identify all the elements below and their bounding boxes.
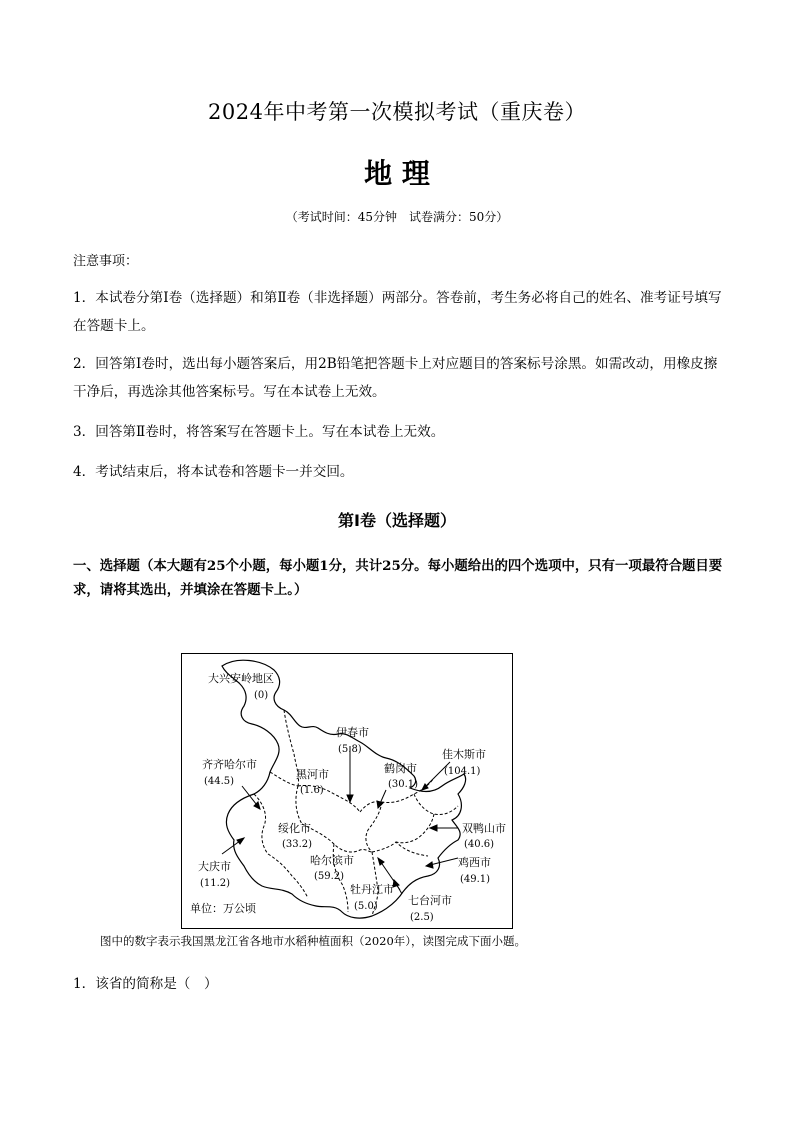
region-value: (0) <box>254 690 269 701</box>
region-value: (30.1) <box>388 779 419 790</box>
region-label: 黑河市 <box>296 768 329 781</box>
region-label: 鹤岗市 <box>384 762 417 775</box>
map-svg <box>182 654 512 928</box>
notice-item-3: 3．回答第Ⅱ卷时，将答案写在答题卡上。写在本试卷上无效。 <box>73 424 445 440</box>
unit-label: 单位：万公顷 <box>190 902 256 915</box>
region-value: (2.5) <box>410 912 434 923</box>
section-title: 第Ⅰ卷（选择题） <box>338 511 456 530</box>
heilongjiang-rice-map <box>181 653 513 929</box>
region-label: 双鸭山市 <box>462 822 506 835</box>
region-value: (49.1) <box>460 874 491 885</box>
region-label: 绥化市 <box>278 822 311 835</box>
region-value: (1.6) <box>300 785 324 796</box>
question-1: 1．该省的简称是（ ） <box>73 976 218 992</box>
region-value: (44.5) <box>204 776 235 787</box>
notice-item-4: 4．考试结束后，将本试卷和答题卡一并交回。 <box>73 464 354 480</box>
section-instructions: 一、选择题（本大题有25个小题，每小题1分，共计25分。每小题给出的四个选项中，只有一项最符合题目要求，请将其选出，并填涂在答题卡上。） <box>73 558 723 598</box>
region-label: 七台河市 <box>408 894 452 907</box>
exam-title: 2024年中考第一次模拟考试（重庆卷） <box>208 100 586 124</box>
region-value: (40.6) <box>464 839 495 850</box>
region-label: 牡丹江市 <box>350 883 394 896</box>
region-label: 鸡西市 <box>458 856 491 869</box>
notice-item-2: 2．回答第Ⅰ卷时，选出每小题答案后，用2B铅笔把答题卡上对应题目的答案标号涂黑。如需改动，用橡皮擦干净后，再选涂其他答案标号。写在本试卷上无效。 <box>73 356 718 400</box>
notice-heading: 注意事项： <box>73 254 139 269</box>
region-label: 齐齐哈尔市 <box>202 758 257 771</box>
region-value: (104.1) <box>444 766 481 777</box>
region-value: (11.2) <box>200 878 231 889</box>
subject-title: 地 理 <box>364 157 430 190</box>
region-label: 伊春市 <box>336 726 369 739</box>
notice-item-1: 1．本试卷分第Ⅰ卷（选择题）和第Ⅱ卷（非选择题）两部分。答卷前，考生务必将自己的姓名、准考证号填写在答题卡上。 <box>73 290 722 334</box>
figure-caption: 图中的数字表示我国黑龙江省各地市水稻种植面积（2020年），读图完成下面小题。 <box>100 934 527 948</box>
region-value: (33.2) <box>282 839 313 850</box>
region-label: 大庆市 <box>198 860 231 873</box>
region-label: 大兴安岭地区 <box>208 672 274 685</box>
region-value: (59.2) <box>314 871 345 882</box>
exam-info: （考试时间：45分钟 试卷满分：50分） <box>285 210 509 224</box>
region-label: 哈尔滨市 <box>310 854 354 867</box>
region-value: (5.0) <box>354 901 378 912</box>
region-value: (5.8) <box>338 744 362 755</box>
region-label: 佳木斯市 <box>442 748 486 761</box>
